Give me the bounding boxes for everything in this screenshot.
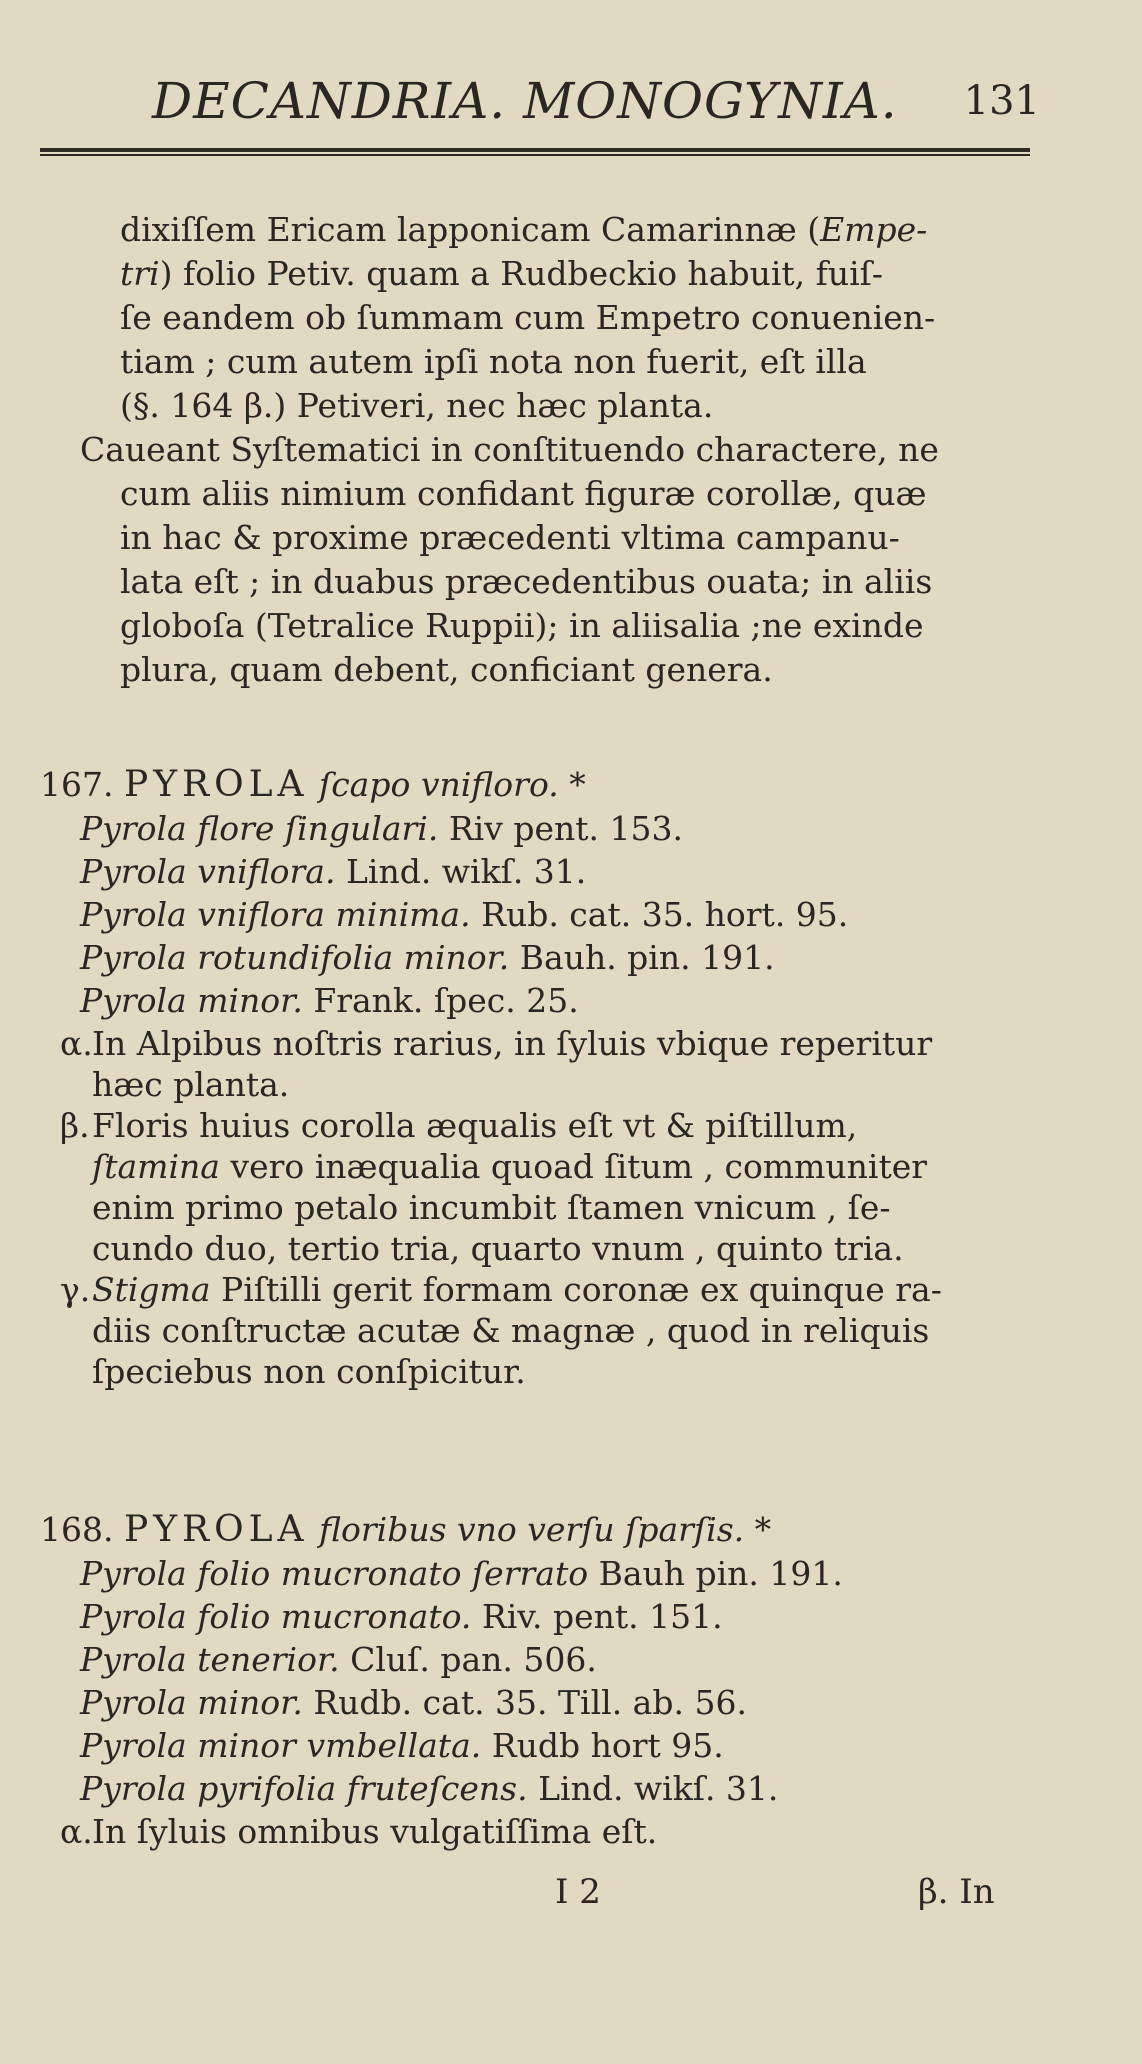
page-header	[140, 72, 1040, 132]
text-run: hæc planta.	[92, 1065, 290, 1104]
signature-mark: I 2	[555, 1872, 601, 1912]
text-run: vero inæqualia quoad ſitum , communiter	[219, 1147, 928, 1186]
synonym-reference: Cluſ. pan. 506.	[350, 1640, 597, 1679]
synonym-line	[80, 1597, 723, 1637]
note-line	[92, 1229, 904, 1269]
entry-heading	[40, 1510, 771, 1550]
synonym-reference: Rub. cat. 35. hort. 95.	[481, 895, 849, 934]
note-mark: α.	[60, 1812, 93, 1851]
synonym-reference: Rudb. cat. 35. Till. ab. 56.	[313, 1683, 747, 1722]
note-mark: γ.	[60, 1270, 91, 1309]
synonym-line	[80, 1769, 778, 1809]
paragraph-line	[120, 474, 927, 514]
note-line	[92, 1106, 857, 1146]
synonym-reference: Lind. wikſ. 31.	[345, 852, 587, 891]
synonym-name: Pyrola minor.	[80, 1683, 303, 1722]
paragraph-line	[120, 210, 927, 250]
paragraph-line	[80, 430, 939, 470]
star-mark: *	[569, 765, 586, 804]
paragraph-line	[120, 650, 773, 690]
text-run: Floris huius corolla æqualis eſt vt & piſtillum,	[92, 1106, 858, 1145]
text-run: globoſa (Tetralice Ruppii); in aliisalia ;ne exinde	[120, 606, 924, 645]
synonym-reference: Riv. pent. 151.	[481, 1597, 723, 1636]
synonym-reference: Frank. ſpec. 25.	[313, 981, 579, 1020]
synonym-name: Pyrola pyrifolia fruteſcens.	[80, 1769, 528, 1808]
synonym-line	[80, 1554, 843, 1594]
text-run: ſtamina	[92, 1147, 220, 1186]
page-number: 131	[963, 78, 1040, 124]
text-run: lata eſt ; in duabus præcedentibus ouata; in aliis	[120, 562, 933, 601]
paragraph-line	[120, 386, 713, 426]
note-line	[92, 1147, 927, 1187]
synonym-name: Pyrola folio mucronato.	[80, 1597, 472, 1636]
text-run: tri	[120, 254, 160, 293]
note-line	[92, 1065, 289, 1105]
text-run: Caueant Syſtematici in conſtituendo charactere, ne	[80, 430, 939, 469]
synonym-reference: Riv pent. 153.	[448, 809, 683, 848]
text-run: ſpeciebus non conſpicitur.	[92, 1352, 526, 1391]
entry-number: 168.	[40, 1510, 124, 1549]
genus-name: PYROLA	[123, 764, 309, 805]
text-run: cum aliis nimium confidant figuræ corollæ, quæ	[120, 474, 927, 513]
diagnosis: ſcapo vnifloro.	[318, 765, 559, 804]
note-line	[92, 1352, 526, 1392]
entry-heading	[40, 765, 586, 805]
note-line	[92, 1188, 891, 1228]
paragraph-line	[120, 562, 932, 602]
catchword: β. In	[918, 1872, 995, 1912]
star-mark: *	[754, 1510, 772, 1549]
running-title: DECANDRIA. MONOGYNIA.	[152, 72, 898, 130]
synonym-name: Pyrola vniflora minima.	[80, 895, 471, 934]
text-run: tiam ; cum autem ipſi nota non fuerit, eſt illa	[120, 342, 867, 381]
synonym-name: Pyrola vniflora.	[80, 852, 336, 891]
synonym-line	[80, 938, 775, 978]
text-run: In Alpibus noſtris rarius, in ſyluis vbique reperitur	[92, 1024, 933, 1063]
synonym-name: Pyrola rotundifolia minor.	[80, 938, 510, 977]
paragraph-line	[120, 518, 900, 558]
synonym-line	[80, 981, 579, 1021]
note-mark: α.	[60, 1024, 93, 1063]
synonym-reference: Lind. wikſ. 31.	[538, 1769, 779, 1808]
synonym-name: Pyrola folio mucronato ſerrato	[80, 1554, 589, 1593]
text-run: ſe eandem ob ſummam cum Empetro conuenien-	[120, 298, 936, 337]
text-run: ) folio Petiv. quam a Rudbeckio habuit, fuiſ-	[159, 254, 884, 293]
text-run: enim primo petalo incumbit ſtamen vnicum , ſe-	[92, 1188, 891, 1227]
synonym-line	[80, 809, 683, 849]
text-run: diis conſtructæ acutæ & magnæ , quod in reliquis	[92, 1311, 930, 1350]
text-run: In ſyluis omnibus vulgatiſſima eſt.	[92, 1812, 658, 1851]
header-rule	[40, 148, 1030, 156]
synonym-line	[80, 1726, 724, 1766]
paragraph-line	[120, 606, 924, 646]
entry-number: 167.	[40, 765, 124, 804]
diagnosis: floribus vno verſu ſparſis.	[318, 1510, 745, 1549]
synonym-line	[80, 852, 586, 892]
paragraph-line	[120, 254, 883, 294]
paragraph-line	[120, 342, 867, 382]
synonym-name: Pyrola tenerior.	[80, 1640, 340, 1679]
synonym-line	[80, 1640, 597, 1680]
text-run: Empe-	[820, 210, 928, 249]
synonym-line	[80, 1683, 747, 1723]
synonym-line	[80, 895, 848, 935]
synonym-reference: Rudb hort 95.	[491, 1726, 724, 1765]
synonym-name: Pyrola minor vmbellata.	[80, 1726, 482, 1765]
genus-name: PYROLA	[123, 1509, 309, 1550]
text-run: Stigma	[92, 1270, 211, 1309]
note-line	[92, 1270, 942, 1310]
text-run: cundo duo, tertio tria, quarto vnum , quinto tria.	[92, 1229, 904, 1268]
note-line	[92, 1311, 929, 1351]
note-mark: β.	[60, 1106, 90, 1145]
text-run: (§. 164 β.) Petiveri, nec hæc planta.	[120, 386, 714, 425]
synonym-name: Pyrola minor.	[80, 981, 303, 1020]
text-run: Piſtilli gerit formam coronæ ex quinque ra-	[210, 1270, 942, 1309]
paragraph-line	[120, 298, 935, 338]
text-run: in hac & proxime præcedenti vltima campanu-	[120, 518, 900, 557]
note-line	[92, 1812, 657, 1852]
synonym-reference: Bauh pin. 191.	[598, 1554, 843, 1593]
text-run: plura, quam debent, conficiant genera.	[120, 650, 773, 689]
synonym-reference: Bauh. pin. 191.	[519, 938, 775, 977]
synonym-name: Pyrola flore ſingulari.	[80, 809, 439, 848]
text-run: dixiſſem Ericam lapponicam Camarinnæ (	[120, 210, 821, 249]
note-line	[92, 1024, 932, 1064]
